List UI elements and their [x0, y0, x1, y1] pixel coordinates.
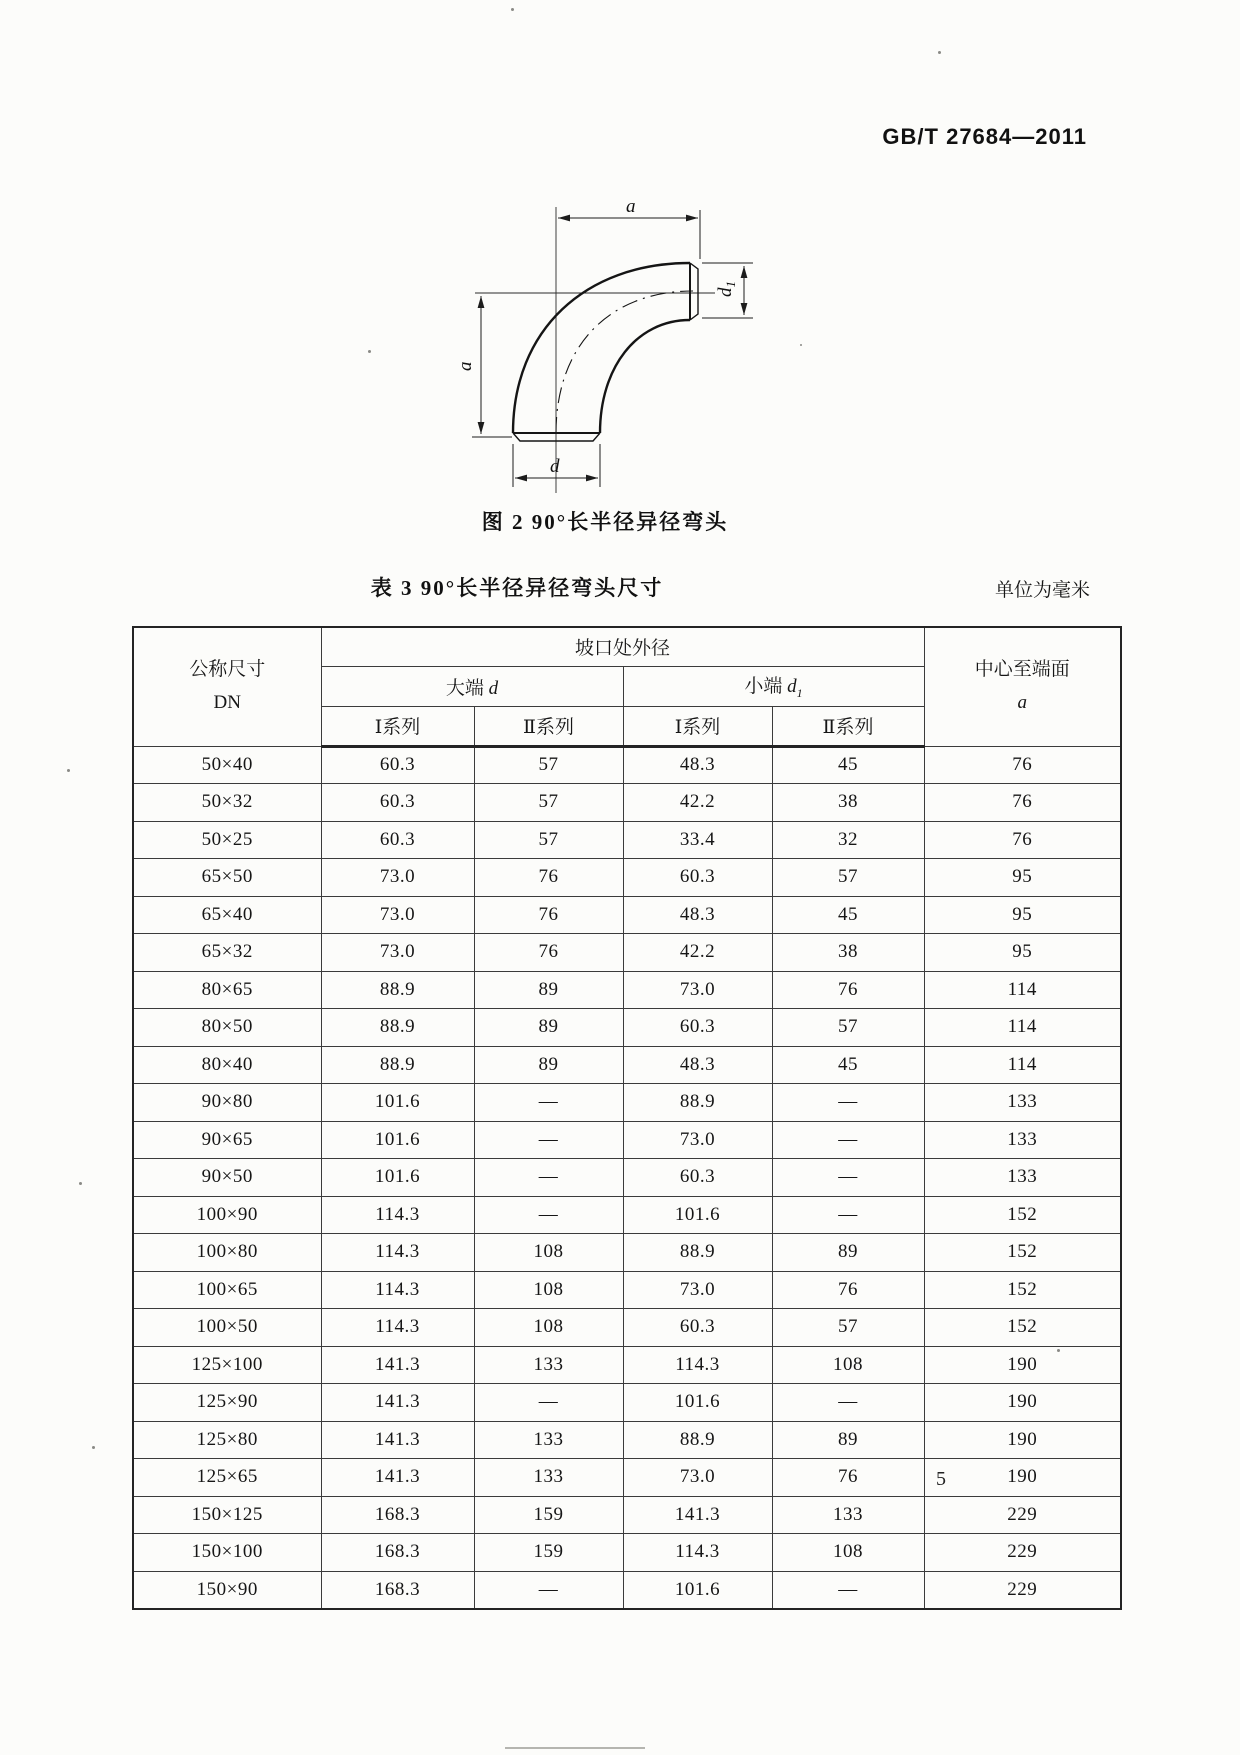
- cell-dn: 100×50: [133, 1309, 321, 1347]
- cell-dn: 100×65: [133, 1271, 321, 1309]
- cell-value: 114.3: [321, 1234, 474, 1272]
- cell-value: —: [772, 1196, 924, 1234]
- figure-centerlines: [475, 207, 715, 493]
- cell-value: 45: [772, 1046, 924, 1084]
- cell-value: 190: [924, 1346, 1121, 1384]
- cell-value: 76: [474, 896, 623, 934]
- cell-value: 73.0: [623, 971, 772, 1009]
- cell-dn: 80×40: [133, 1046, 321, 1084]
- dimension-table: [132, 626, 1122, 1610]
- cell-value: 229: [924, 1534, 1121, 1572]
- cell-value: 76: [772, 1459, 924, 1497]
- cell-value: 133: [924, 1084, 1121, 1122]
- cell-value: —: [474, 1159, 623, 1197]
- cell-value: 133: [474, 1421, 623, 1459]
- table-row: [133, 784, 1121, 822]
- dimension-a-top: [558, 210, 700, 259]
- table-row: [133, 1084, 1121, 1122]
- cell-value: 133: [924, 1121, 1121, 1159]
- cell-dn: 50×32: [133, 784, 321, 822]
- table-row: [133, 1234, 1121, 1272]
- cell-value: 76: [924, 821, 1121, 859]
- table-row: [133, 1196, 1121, 1234]
- table-row: [133, 821, 1121, 859]
- cell-value: —: [474, 1196, 623, 1234]
- cell-value: 32: [772, 821, 924, 859]
- cell-value: —: [474, 1384, 623, 1422]
- scan-dot: [67, 769, 70, 772]
- cell-value: 48.3: [623, 1046, 772, 1084]
- dimension-label-d: d: [550, 456, 560, 477]
- cell-value: 159: [474, 1534, 623, 1572]
- cell-value: 88.9: [623, 1234, 772, 1272]
- elbow-figure-drawing: [440, 168, 770, 500]
- header-nominal-size-label: 公称尺寸: [189, 659, 266, 681]
- cell-value: 88.9: [321, 1046, 474, 1084]
- cell-value: 101.6: [623, 1384, 772, 1422]
- cell-dn: 65×40: [133, 896, 321, 934]
- header-series-i-big: Ⅰ系列: [321, 706, 474, 746]
- cell-value: 114.3: [321, 1271, 474, 1309]
- scan-dot: [800, 344, 802, 346]
- cell-value: 48.3: [623, 896, 772, 934]
- cell-value: 229: [924, 1571, 1121, 1609]
- cell-value: 95: [924, 859, 1121, 897]
- cell-dn: 150×90: [133, 1571, 321, 1609]
- table-header: [133, 627, 1121, 746]
- standard-number: GB/T 27684—2011: [882, 124, 1087, 149]
- scan-dot: [938, 51, 941, 54]
- cell-value: 73.0: [321, 896, 474, 934]
- cell-value: 133: [474, 1459, 623, 1497]
- cell-value: 88.9: [623, 1421, 772, 1459]
- header-bevel-od-group: 坡口处外径: [321, 627, 924, 666]
- cell-value: 76: [474, 934, 623, 972]
- cell-value: 152: [924, 1234, 1121, 1272]
- header-dn-label: DN: [213, 691, 241, 713]
- table-row: [133, 934, 1121, 972]
- scan-line-artifact: [505, 1747, 645, 1749]
- cell-value: —: [772, 1084, 924, 1122]
- cell-value: 101.6: [623, 1196, 772, 1234]
- cell-dn: 80×65: [133, 971, 321, 1009]
- header-series-i-small: Ⅰ系列: [623, 706, 772, 746]
- cell-value: 114: [924, 1009, 1121, 1047]
- cell-dn: 150×100: [133, 1534, 321, 1572]
- cell-value: 168.3: [321, 1571, 474, 1609]
- elbow-body: [513, 263, 698, 441]
- scan-dot: [368, 350, 371, 353]
- cell-value: 76: [772, 971, 924, 1009]
- cell-value: 108: [772, 1534, 924, 1572]
- cell-value: 38: [772, 784, 924, 822]
- cell-value: 190: [924, 1421, 1121, 1459]
- cell-value: 89: [474, 1009, 623, 1047]
- cell-value: —: [772, 1121, 924, 1159]
- cell-dn: 80×50: [133, 1009, 321, 1047]
- cell-value: 45: [772, 896, 924, 934]
- elbow-figure: [440, 168, 770, 500]
- cell-dn: 50×40: [133, 746, 321, 784]
- table-row: [133, 1121, 1121, 1159]
- cell-dn: 125×80: [133, 1421, 321, 1459]
- cell-value: 38: [772, 934, 924, 972]
- cell-value: 57: [772, 1309, 924, 1347]
- cell-value: 190: [924, 1384, 1121, 1422]
- cell-value: 108: [474, 1309, 623, 1347]
- cell-value: 60.3: [321, 821, 474, 859]
- cell-value: 57: [474, 784, 623, 822]
- cell-value: —: [772, 1571, 924, 1609]
- cell-value: 73.0: [623, 1271, 772, 1309]
- cell-value: 76: [924, 784, 1121, 822]
- cell-dn: 65×50: [133, 859, 321, 897]
- cell-value: 95: [924, 934, 1121, 972]
- cell-value: 57: [772, 859, 924, 897]
- cell-dn: 65×32: [133, 934, 321, 972]
- cell-value: 57: [772, 1009, 924, 1047]
- cell-value: 76: [924, 746, 1121, 784]
- table-row: [133, 1009, 1121, 1047]
- table-row: [133, 896, 1121, 934]
- cell-value: 133: [924, 1159, 1121, 1197]
- elbow-centerline-arc: [556, 291, 693, 433]
- cell-value: 133: [474, 1346, 623, 1384]
- table-row: [133, 1271, 1121, 1309]
- cell-dn: 90×80: [133, 1084, 321, 1122]
- header-series-ii-big: Ⅱ系列: [474, 706, 623, 746]
- table-row: [133, 1159, 1121, 1197]
- cell-value: 42.2: [623, 784, 772, 822]
- cell-value: 88.9: [623, 1084, 772, 1122]
- cell-value: 76: [474, 859, 623, 897]
- cell-value: 108: [474, 1234, 623, 1272]
- cell-dn: 90×65: [133, 1121, 321, 1159]
- cell-dn: 125×65: [133, 1459, 321, 1497]
- cell-value: 60.3: [623, 859, 772, 897]
- cell-value: 57: [474, 746, 623, 784]
- header-big-end: 大端 d: [321, 666, 623, 706]
- cell-dn: 125×90: [133, 1384, 321, 1422]
- cell-value: 45: [772, 746, 924, 784]
- cell-value: 60.3: [321, 784, 474, 822]
- table-row: [133, 746, 1121, 784]
- table-row: [133, 859, 1121, 897]
- cell-value: 114: [924, 971, 1121, 1009]
- cell-value: 114.3: [623, 1346, 772, 1384]
- cell-value: 73.0: [321, 934, 474, 972]
- cell-value: 114.3: [623, 1534, 772, 1572]
- table-row: [133, 1571, 1121, 1609]
- cell-dn: 90×50: [133, 1159, 321, 1197]
- cell-value: 73.0: [623, 1459, 772, 1497]
- cell-value: —: [474, 1571, 623, 1609]
- figure-caption: 图 2 90°长半径异径弯头: [481, 510, 729, 534]
- dimension-label-a-top: a: [626, 196, 636, 217]
- cell-value: 57: [474, 821, 623, 859]
- cell-value: 42.2: [623, 934, 772, 972]
- cell-value: 89: [474, 971, 623, 1009]
- cell-value: —: [772, 1159, 924, 1197]
- cell-value: 60.3: [623, 1159, 772, 1197]
- cell-value: —: [474, 1121, 623, 1159]
- cell-value: 60.3: [623, 1009, 772, 1047]
- cell-value: —: [772, 1384, 924, 1422]
- cell-value: 89: [772, 1421, 924, 1459]
- cell-value: 73.0: [623, 1121, 772, 1159]
- header-center-to-face-label: 中心至端面: [974, 659, 1070, 681]
- cell-value: 133: [772, 1496, 924, 1534]
- cell-value: 60.3: [321, 746, 474, 784]
- table-row: [133, 1046, 1121, 1084]
- cell-value: 101.6: [321, 1121, 474, 1159]
- cell-value: 114.3: [321, 1196, 474, 1234]
- table-title: 表 3 90°长半径异径弯头尺寸: [370, 576, 664, 600]
- scan-dot: [92, 1446, 95, 1449]
- cell-value: 95: [924, 896, 1121, 934]
- cell-value: 48.3: [623, 746, 772, 784]
- cell-value: 141.3: [321, 1421, 474, 1459]
- elbow-bottom-bevel: [513, 433, 600, 441]
- cell-value: 108: [772, 1346, 924, 1384]
- cell-value: —: [474, 1084, 623, 1122]
- cell-value: 190: [924, 1459, 1121, 1497]
- cell-value: 141.3: [321, 1384, 474, 1422]
- cell-value: 141.3: [321, 1459, 474, 1497]
- dimension-a-left: [472, 296, 512, 437]
- page-number: 5: [936, 1468, 946, 1490]
- cell-value: 101.6: [623, 1571, 772, 1609]
- cell-dn: 100×80: [133, 1234, 321, 1272]
- cell-value: 101.6: [321, 1159, 474, 1197]
- cell-value: 33.4: [623, 821, 772, 859]
- cell-dn: 125×100: [133, 1346, 321, 1384]
- cell-value: 229: [924, 1496, 1121, 1534]
- scan-dot: [79, 1182, 82, 1185]
- header-center-to-face-var: a: [1017, 691, 1028, 713]
- dimension-label-d1: $d_1$: [715, 281, 738, 297]
- cell-value: 108: [474, 1271, 623, 1309]
- cell-value: 168.3: [321, 1496, 474, 1534]
- cell-value: 114.3: [321, 1309, 474, 1347]
- elbow-inner-arc: [600, 320, 690, 433]
- header-series-ii-small: Ⅱ系列: [772, 706, 924, 746]
- cell-value: 168.3: [321, 1534, 474, 1572]
- scan-dot: [511, 8, 514, 11]
- cell-value: 89: [474, 1046, 623, 1084]
- cell-value: 152: [924, 1196, 1121, 1234]
- header-center-to-face: [924, 627, 1121, 746]
- cell-value: 101.6: [321, 1084, 474, 1122]
- cell-dn: 150×125: [133, 1496, 321, 1534]
- table-row: [133, 971, 1121, 1009]
- scan-dot: [1057, 1349, 1060, 1352]
- header-small-end: 小端 $d_1$: [623, 666, 924, 706]
- cell-dn: 100×90: [133, 1196, 321, 1234]
- unit-note: 单位为毫米: [994, 580, 1090, 601]
- header-nominal-size: [133, 627, 321, 746]
- table-row: [133, 1459, 1121, 1497]
- table-row: [133, 1346, 1121, 1384]
- cell-value: 88.9: [321, 1009, 474, 1047]
- cell-value: 152: [924, 1271, 1121, 1309]
- cell-value: 141.3: [321, 1346, 474, 1384]
- cell-value: 76: [772, 1271, 924, 1309]
- table-row: [133, 1384, 1121, 1422]
- cell-value: 141.3: [623, 1496, 772, 1534]
- table-body: [133, 746, 1121, 1609]
- table-row: [133, 1309, 1121, 1347]
- cell-value: 60.3: [623, 1309, 772, 1347]
- dimension-label-a-left: a: [455, 361, 476, 371]
- table-row: [133, 1534, 1121, 1572]
- cell-value: 159: [474, 1496, 623, 1534]
- cell-value: 73.0: [321, 859, 474, 897]
- cell-value: 114: [924, 1046, 1121, 1084]
- cell-value: 152: [924, 1309, 1121, 1347]
- cell-value: 89: [772, 1234, 924, 1272]
- table-row: [133, 1421, 1121, 1459]
- table-row: [133, 1496, 1121, 1534]
- cell-value: 88.9: [321, 971, 474, 1009]
- cell-dn: 50×25: [133, 821, 321, 859]
